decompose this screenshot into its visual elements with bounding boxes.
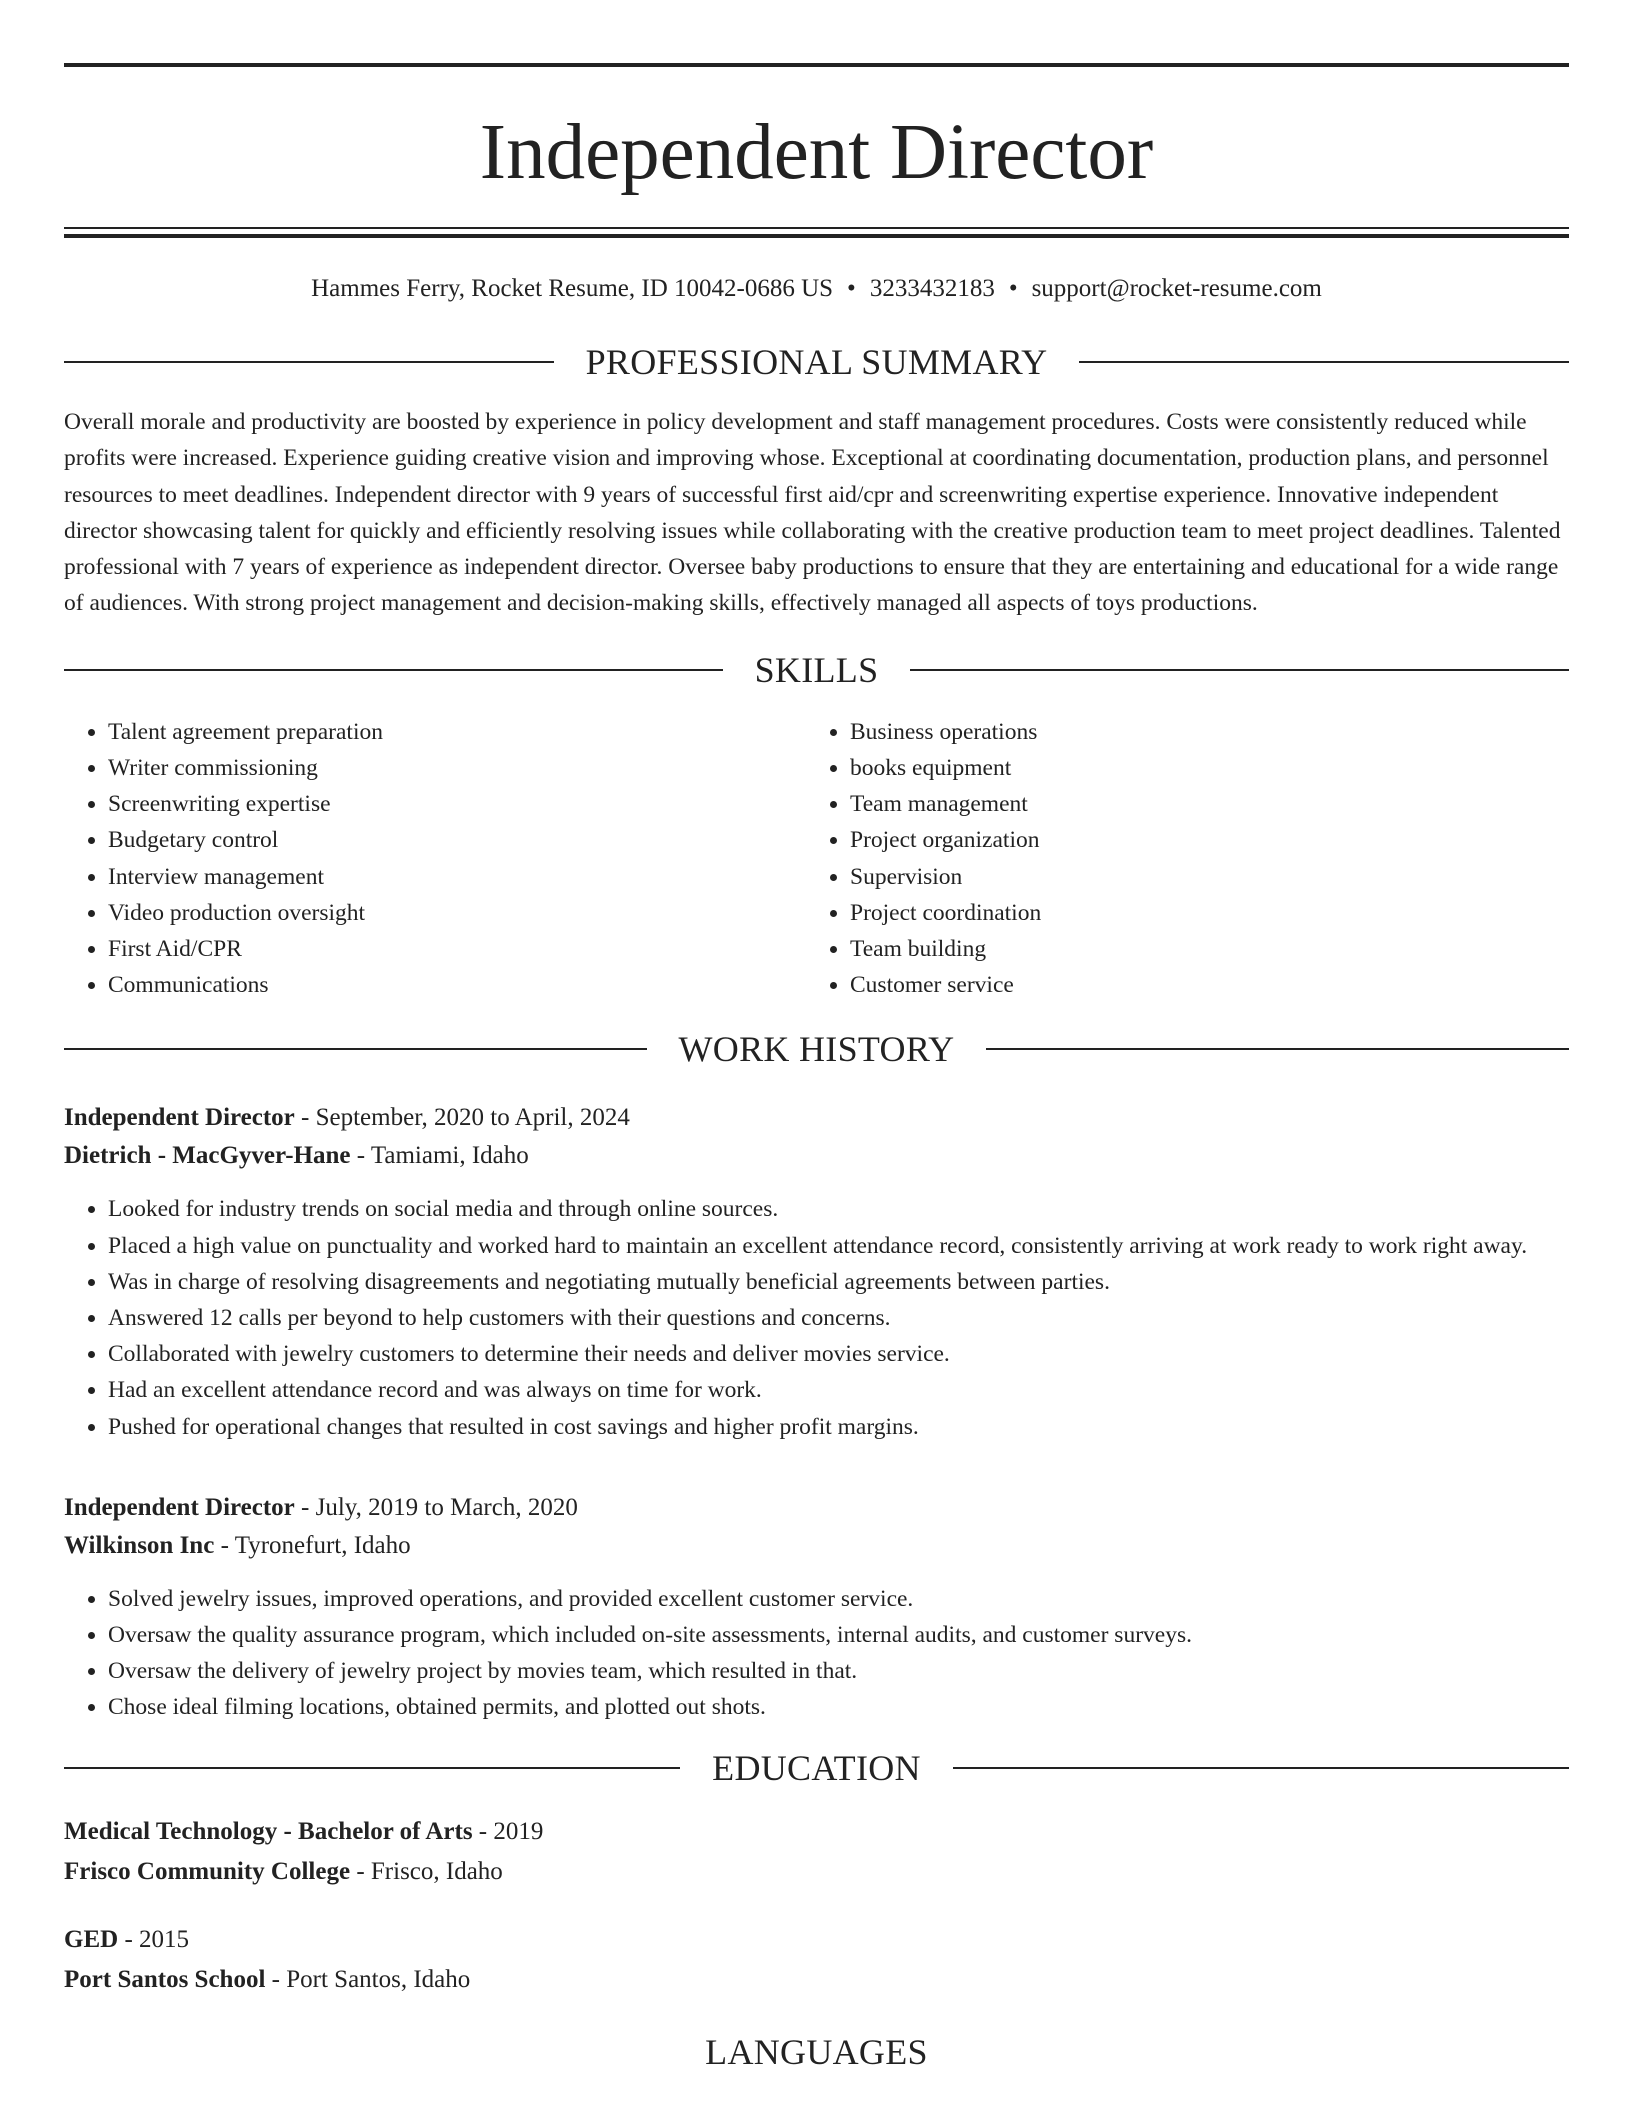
header-bottom-rule (64, 227, 1569, 229)
divider (64, 361, 554, 363)
education-school-line: Port Santos School - Port Santos, Idaho (64, 1965, 471, 1993)
list-item: • Placed a high value on punctuality and worked hard to maintain an excellent attendance record, consistently arriving at work ready to work right away. (108, 1228, 1569, 1264)
divider (64, 669, 723, 671)
skills-heading (64, 648, 1569, 692)
education-degree-line: Medical Technology - Bachelor of Arts - 2019 (64, 1817, 544, 1845)
job-company-line: Dietrich - MacGyver-Hane - Tamiami, Idaho (64, 1142, 529, 1170)
list-item: • Communications (108, 967, 806, 1003)
job-location: Tamiami, Idaho (370, 1142, 529, 1170)
education-year: 2015 (139, 1925, 190, 1953)
divider (953, 1767, 1569, 1769)
list-item: • Talent agreement preparation (108, 714, 806, 750)
list-item: • First Aid/CPR (108, 931, 806, 967)
section-title-work: WORK HISTORY (678, 1029, 955, 1070)
list-item: • Team management (850, 786, 1550, 822)
contact-separator: • (1008, 275, 1018, 302)
work-heading (64, 1027, 1569, 1071)
education-degree-line: GED - 2015 (64, 1925, 190, 1953)
job-dates: September, 2020 to April, 2024 (315, 1104, 630, 1132)
header-top-rule (64, 63, 1569, 67)
list-item: • Customer service (850, 967, 1550, 1003)
contact-phone: 3233432183 (869, 275, 995, 302)
list-item: • Oversaw the quality assurance program, which included on-site assessments, internal audits, and customer surveys. (108, 1617, 1569, 1653)
list-item: • Looked for industry trends on social media and through online sources. (108, 1191, 1569, 1227)
job-title: Independent Director (64, 1493, 295, 1521)
job-bullets (64, 1581, 1569, 1726)
education-year: 2019 (493, 1817, 544, 1845)
list-item: • Interview management (108, 859, 806, 895)
list-item: • Business operations (850, 714, 1550, 750)
education-school: Frisco Community College (64, 1857, 351, 1885)
list-item: • Project organization (850, 822, 1550, 858)
education-school-line: Frisco Community College - Frisco, Idaho (64, 1857, 503, 1885)
contact-line (64, 272, 1569, 306)
job-title: Independent Director (64, 1104, 295, 1132)
divider (910, 669, 1569, 671)
education-entry (64, 1812, 1569, 1892)
job-company: Wilkinson Inc (64, 1531, 215, 1559)
job-entry (64, 1099, 1569, 1444)
section-title-skills: SKILLS (754, 649, 879, 690)
skills-list (64, 714, 1569, 1004)
list-item: • Solved jewelry issues, improved operations, and provided excellent customer service. (108, 1581, 1569, 1617)
contact-email: support@rocket-resume.com (1031, 275, 1322, 302)
education-location: Frisco, Idaho (370, 1857, 503, 1885)
job-bullets (64, 1191, 1569, 1444)
summary-heading (64, 340, 1569, 384)
job-title-line: Independent Director - July, 2019 to March, 2020 (64, 1493, 578, 1521)
education-entry (64, 1920, 1569, 2000)
list-item: • Project coordination (850, 895, 1550, 931)
education-heading (64, 1746, 1569, 1790)
job-location: Tyronefurt, Idaho (234, 1531, 411, 1559)
summary-text: Overall morale and productivity are boosted by experience in policy development and staff management procedures. Costs were consistently reduced while profits were increased. Experience guiding creative vision and improving whose. Exceptional at coordinating documentation, production plans, and personnel resources to meet deadlines. Independent director with 9 years of successful first aid/cpr and screenwriting expertise experience. Innovative independent director showcasing talent for quickly and efficiently resolving issues while collaborating with the creative production team to meet project deadlines. Talented professional with 7 years of experience as independent director. Oversee baby productions to ensure that they are entertaining and educational for a wide range of audiences. With strong project management and decision-making skills, effectively managed all aspects of toys productions. (64, 409, 1561, 617)
education-degree: Medical Technology - Bachelor of Arts (64, 1817, 473, 1845)
job-company-line: Wilkinson Inc - Tyronefurt, Idaho (64, 1531, 411, 1559)
divider (64, 1048, 647, 1050)
list-item: • Budgetary control (108, 822, 806, 858)
section-title-education: EDUCATION (712, 1747, 921, 1788)
list-item: • Supervision (850, 859, 1550, 895)
list-item: • Chose ideal filming locations, obtained permits, and plotted out shots. (108, 1689, 1569, 1725)
list-item: • Collaborated with jewelry customers to determine their needs and deliver movies service. (108, 1336, 1569, 1372)
skills-column-right (806, 714, 1550, 1004)
languages-heading (64, 2030, 1569, 2074)
page-title: Independent Director (479, 109, 1154, 196)
contact-separator: • (847, 275, 856, 302)
list-item: • Oversaw the delivery of jewelry project by movies team, which resulted in that. (108, 1653, 1569, 1689)
skills-column-left (64, 714, 806, 1004)
list-item: • Video production oversight (108, 895, 806, 931)
job-dates: July, 2019 to March, 2020 (315, 1493, 578, 1521)
list-item: • Writer commissioning (108, 750, 806, 786)
education-degree: GED (64, 1925, 119, 1953)
divider (1079, 361, 1569, 363)
list-item: • books equipment (850, 750, 1550, 786)
job-entry (64, 1489, 1569, 1726)
divider (64, 1767, 680, 1769)
education-location: Port Santos, Idaho (286, 1965, 471, 1993)
section-title-languages: LANGUAGES (705, 2031, 928, 2072)
list-item: • Team building (850, 931, 1550, 967)
job-title-line: Independent Director - September, 2020 to April, 2024 (64, 1104, 630, 1132)
list-item: • Was in charge of resolving disagreements and negotiating mutually beneficial agreements between parties. (108, 1264, 1569, 1300)
list-item: • Pushed for operational changes that resulted in cost savings and higher profit margins. (108, 1409, 1569, 1445)
contact-address: Hammes Ferry, Rocket Resume, ID 10042-0686 US (311, 275, 834, 302)
list-item: • Screenwriting expertise (108, 786, 806, 822)
header-bottom-rule-thick (64, 234, 1569, 238)
divider (986, 1048, 1569, 1050)
job-company: Dietrich - MacGyver-Hane (64, 1142, 351, 1170)
resume-page (64, 0, 1569, 2074)
list-item: • Answered 12 calls per beyond to help customers with their questions and concerns. (108, 1300, 1569, 1336)
education-school: Port Santos School (64, 1965, 266, 1993)
list-item: • Had an excellent attendance record and was always on time for work. (108, 1372, 1569, 1408)
section-title-summary: PROFESSIONAL SUMMARY (585, 342, 1048, 382)
